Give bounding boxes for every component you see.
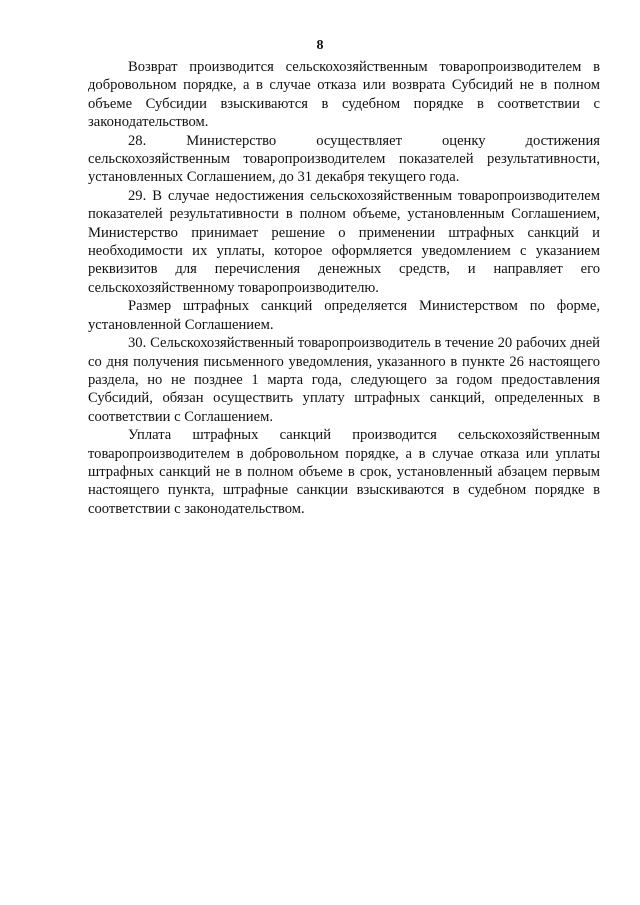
paragraph-30: 30. Сельскохозяйственный товаропроизводитель в течение 20 рабочих дней со дня получения письменного уведомления, указанного в пункте 26 настоящего раздела, но не позднее 1 марта года, следующего за годом предоставления Субсидий, обязан осуществить уплату штрафных санкций, определенных в соответствии с Соглашением. [88,335,600,425]
paragraph-penalty-payment: Уплата штрафных санкций производится сельскохозяйственным товаропроизводителем в добровольном порядке, а в случае отказа или уплаты штрафных санкций не в полном объеме в срок, установленный абзацем первым настоящего пункта, штрафные санкции взыскиваются в судебном порядке в соответствии с законодательством. [88,427,600,517]
paragraph-29: 29. В случае недостижения сельскохозяйственным товаропроизводителем показателей результативности в полном объеме, установленным Соглашением, Министерство принимает решение о применении штрафных санкций и необходимости их уплаты, которое оформляется уведомлением с указанием реквизитов для перечисления денежных средств, и направляет его сельскохозяйственному товаропроизводителю. [88,187,600,296]
page-number: 8 [316,38,324,53]
document-body [88,58,600,518]
paragraph-28: 28. Министерство осуществляет оценку достижения сельскохозяйственным товаропроизводителем показателей результативности, установленных Соглашением, до 31 декабря текущего года. [88,132,600,186]
paragraph-penalty-size: Размер штрафных санкций определяется Министерством по форме, установленной Соглашением. [88,298,600,333]
paragraph-refund: Возврат производится сельскохозяйственным товаропроизводителем в добровольном порядке, а в случае отказа или возврата Субсидий не в полном объеме Субсидии взыскиваются в судебном порядке в соответствии с законодательством. [88,59,600,131]
